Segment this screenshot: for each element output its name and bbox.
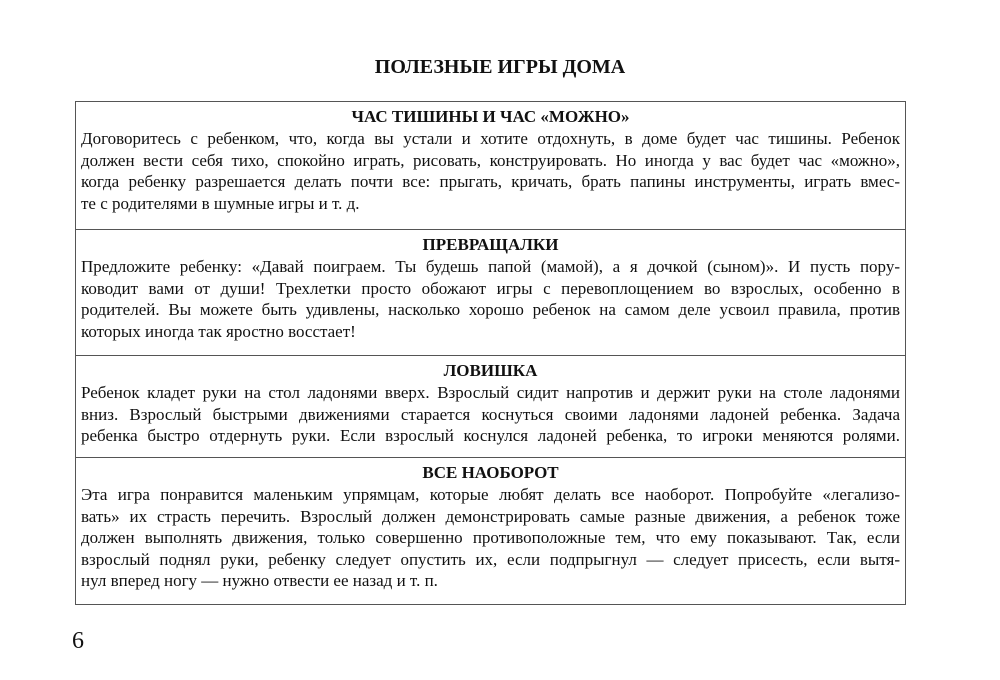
text-line: которых иногда так яростно восстает! — [81, 321, 356, 341]
section-heading: ПРЕВРАЩАЛКИ — [422, 235, 559, 254]
text-line: нул вперед ногу — нужно отвести ее назад и т. п. — [81, 571, 438, 591]
text-line: Ребенок кладет руки на стол ладонями вверх. Взрослый сидит напротив и держит руки на столе ладонями — [81, 383, 900, 402]
section-quiet-hour — [76, 102, 905, 229]
section-heading: ВСЕ НАОБОРОТ — [422, 463, 559, 482]
text-line: те с родителями в шумные игры и т. д. — [81, 193, 360, 213]
section-heading: ЛОВИШКА — [443, 361, 538, 380]
text-line: взрослый поднял руки, ребенку следует опустить их, если подпрыгнул — следует присесть, если вытя- — [81, 549, 900, 569]
text-line: Эта игра понравится маленьким упрямцам, которые любят делать все наоборот. Попробуйте «легализо- — [81, 485, 900, 504]
section-heading: ЧАС ТИШИНЫ И ЧАС «МОЖНО» — [351, 107, 630, 126]
text-line: когда ребенку разрешается делать почти все: прыгать, кричать, брать папины инструменты, играть вмес- — [81, 172, 900, 192]
games-table — [75, 101, 906, 605]
section-opposite — [76, 457, 905, 603]
section-catcher — [76, 355, 905, 457]
text-line: родителей. Вы можете быть удивлены, насколько хорошо ребенок на самом деле усвоил правила, против — [81, 300, 900, 320]
text-line: ребенка быстро отдернуть руки. Если взрослый коснулся ладоней ребенка, то игроки меняются ролями. — [81, 426, 900, 446]
text-line: должен вести себя тихо, спокойно играть, рисовать, конструировать. Но иногда у вас будет час «можно», — [81, 150, 900, 170]
page-title: ПОЛЕЗНЫЕ ИГРЫ ДОМА — [374, 56, 626, 78]
text-line: ководит вами от души! Трехлетки просто обожают игры с перевоплощением во взрослых, особенно в — [81, 278, 900, 298]
text-line: вать» их страсть перечить. Взрослый должен демонстрировать самые разные движения, а ребенок тоже — [81, 506, 900, 526]
section-transformers — [76, 229, 905, 355]
page-number: 6 — [72, 628, 84, 654]
text-line: вниз. Взрослый быстрыми движениями старается коснуться своими ладонями ладоней ребенка. Задача — [81, 404, 900, 424]
text-line: должен выполнять движения, только совершенно противоположные тем, что ему показывают. Так, если — [81, 528, 900, 548]
text-line: Предложите ребенку: «Давай поиграем. Ты будешь папой (мамой), а я дочкой (сыном)». И пусть пору- — [81, 257, 900, 276]
text-line: Договоритесь с ребенком, что, когда вы устали и хотите отдохнуть, в доме будет час тишины. Ребенок — [81, 129, 900, 148]
